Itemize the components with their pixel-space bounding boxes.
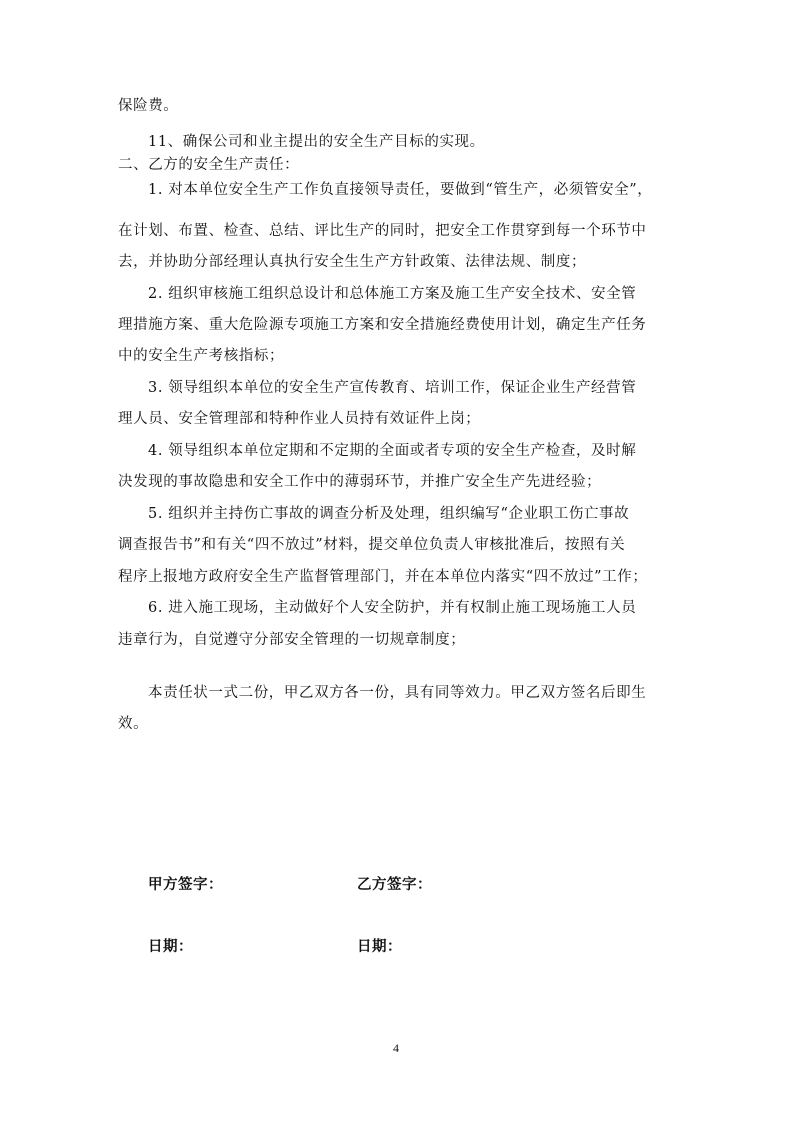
paragraph-line: 本责任状一式二份，甲乙双方各一份，具有同等效力。甲乙双方签名后即生: [148, 685, 647, 701]
paragraph-line: 决发现的事故隐患和安全工作中的薄弱环节，并推广安全生产先进经验；: [118, 474, 602, 490]
paragraph-line: 违章行为，自觉遵守分部安全管理的一切规章制度；: [118, 632, 466, 648]
paragraph-line: 2. 组织审核施工组织总设计和总体施工方案及施工生产安全技术、安全管: [148, 286, 637, 302]
party-a-date-label: 日期：: [148, 939, 193, 955]
paragraph-line: 5. 组织并主持伤亡事故的调查分析及处理，组织编写“企业职工伤亡事故: [148, 506, 630, 522]
paragraph-line: 效。: [118, 716, 149, 732]
paragraph-line: 保险费。: [118, 98, 179, 114]
party-b-date-label: 日期：: [357, 939, 402, 955]
party-b-signature-label: 乙方签字：: [357, 877, 432, 893]
paragraph-line: 1. 对本单位安全生产工作负直接领导责任，要做到“管生产，必须管安全”，: [148, 182, 653, 198]
page-number: 4: [393, 1041, 399, 1055]
paragraph-line: 去，并协助分部经理认真执行安全生生产方针政策、法律法规、制度；: [118, 254, 587, 270]
paragraph-line: 3. 领导组织本单位的安全生产宣传教育、培训工作，保证企业生产经营管: [148, 380, 637, 396]
paragraph-line: 调查报告书”和有关“四不放过”材料，提交单位负责人审核批准后，按照有关: [118, 537, 626, 553]
paragraph-line: 6. 进入施工现场，主动做好个人安全防护，并有权制止施工现场施工人员: [148, 600, 637, 616]
party-a-signature-label: 甲方签字：: [148, 877, 223, 893]
paragraph-line: 程序上报地方政府安全生产监督管理部门，并在本单位内落实“四不放过”工作；: [118, 569, 648, 585]
paragraph-line: 理人员、安全管理部和特种作业人员持有效证件上岗；: [118, 411, 481, 427]
paragraph-line: 二、乙方的安全生产责任：: [118, 157, 300, 173]
paragraph-line: 理措施方案、重大危险源专项施工方案和安全措施经费使用计划，确定生产任务: [118, 317, 647, 333]
paragraph-line: 4. 领导组织本单位定期和不定期的全面或者专项的安全生产检查，及时解: [148, 443, 637, 459]
paragraph-line: 中的安全生产考核指标；: [118, 348, 285, 364]
paragraph-line: 在计划、布置、检查、总结、评比生产的同时，把安全工作贯穿到每一个环节中: [118, 223, 647, 239]
paragraph-line: 11、确保公司和业主提出的安全生产目标的实现。: [148, 134, 485, 150]
